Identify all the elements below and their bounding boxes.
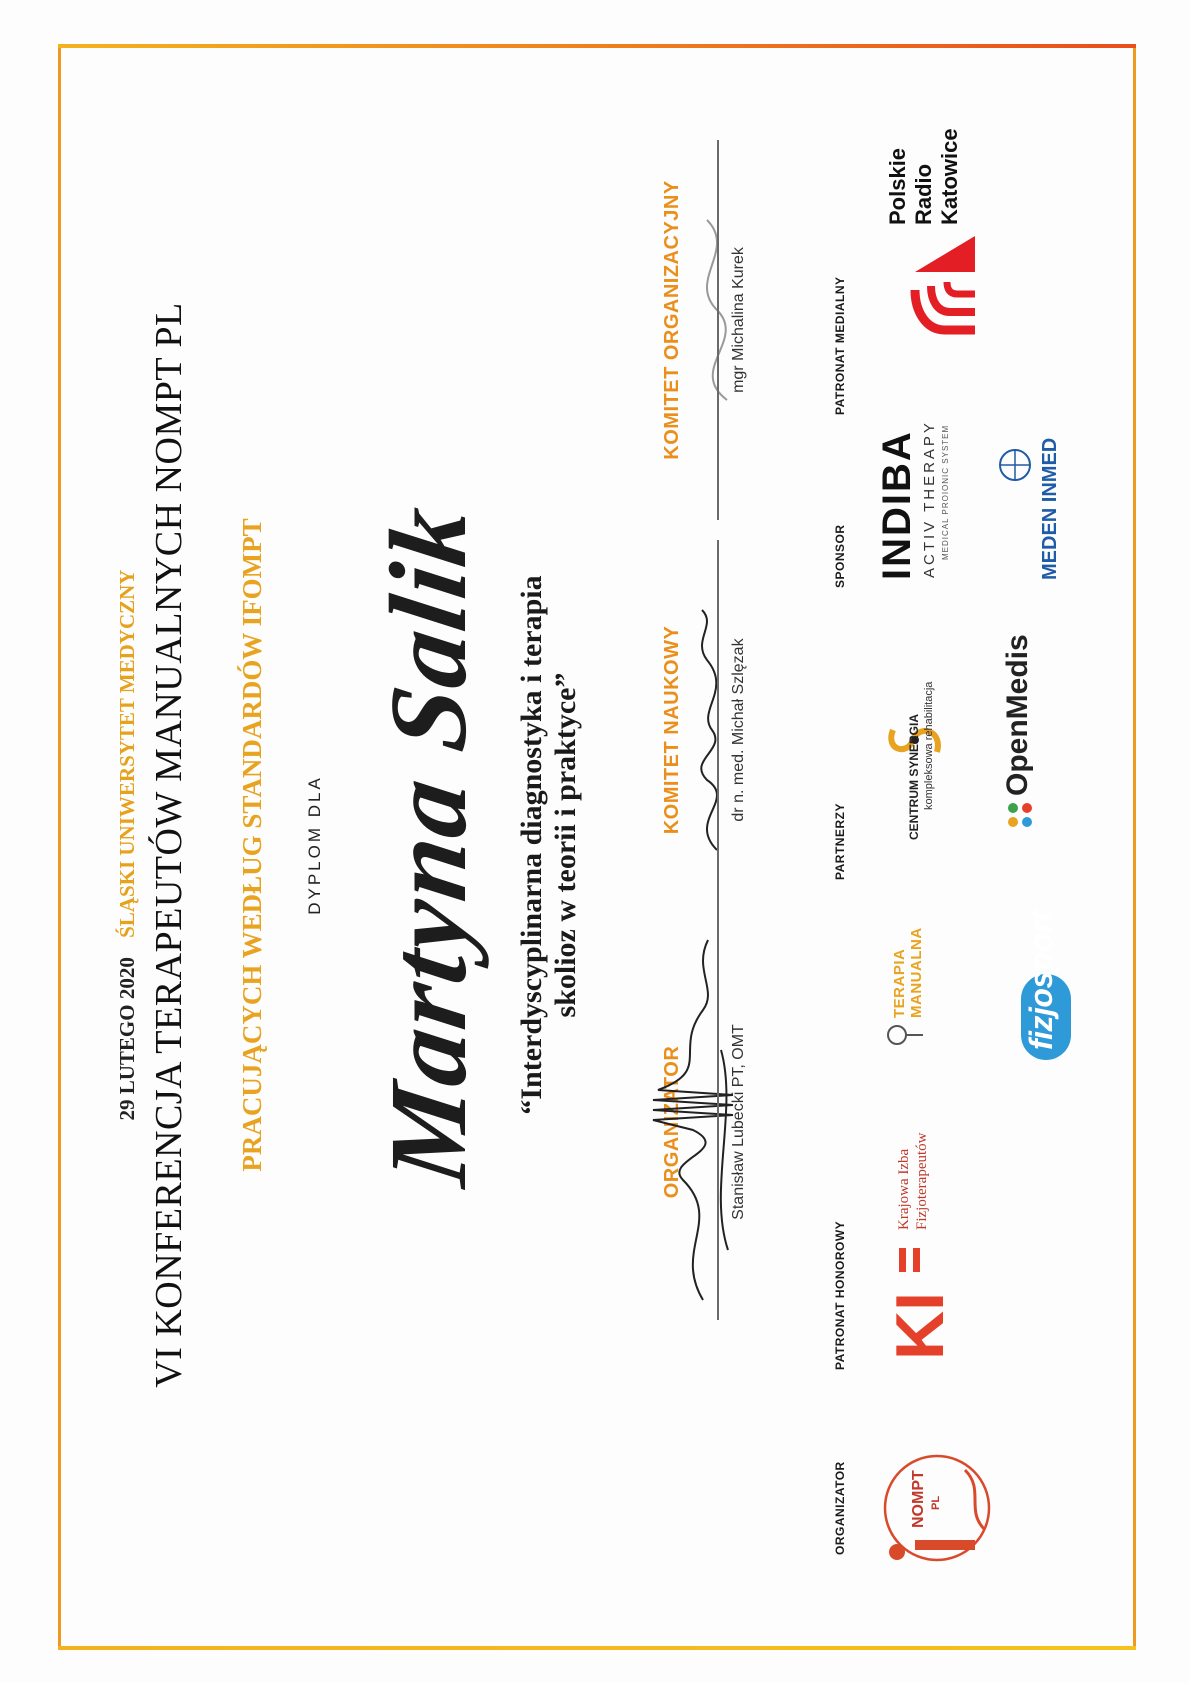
label-patronat-honorowy: PATRONAT HONOROWY <box>833 1220 847 1370</box>
nompt-logo-pl: PL <box>930 1495 942 1510</box>
meden-inmed-logo <box>995 330 1075 580</box>
frame-bottom-gradient <box>58 1646 1136 1650</box>
frame-top-gradient <box>58 44 1136 48</box>
centrum-synergia-text: CENTRUM SYNERGIA <box>907 713 921 840</box>
conference-title: VI KONFERENCJA TERAPEUTÓW MANUALNYCH NOMPT PL <box>148 302 190 1388</box>
kif-logo-letters: KI <box>882 1292 958 1360</box>
signatory-role-organizator: ORGANIZATOR <box>661 1045 683 1199</box>
diploma-label: DYPLOM DLA <box>305 775 324 915</box>
signature-line-naukowy <box>717 540 719 920</box>
label-partnerzy: PARTNERZY <box>833 803 847 880</box>
indiba-sub: MEDICAL PROIONIC SYSTEM <box>941 424 950 560</box>
signature-line-organizacyjny <box>717 140 719 520</box>
openmedis-logo <box>995 610 1055 830</box>
fizjosport-logo <box>1015 860 1075 1060</box>
indiba-activ-therapy: ACTIV THERAPY <box>921 420 938 578</box>
label-organizator: ORGANIZATOR <box>833 1461 847 1555</box>
kif-logo-line1: Krajowa Izba <box>896 1148 912 1230</box>
meden-inmed-text: MEDEN INMED <box>1039 437 1061 580</box>
nompt-logo-text: NOMPT <box>910 1470 927 1528</box>
signatory-person-organizator: Stanisław Lubecki PT, OMT <box>730 1024 747 1220</box>
recipient-name: Martyna Salik <box>367 497 489 1193</box>
diploma-content <box>65 50 1125 1640</box>
label-sponsor: SPONSOR <box>833 524 847 588</box>
openmedis-logo-text: OpenMedis <box>1001 634 1034 796</box>
kif-logo-line2: Fizjoterapeutów <box>914 1132 930 1230</box>
polskie-radio-text <box>885 128 963 225</box>
course-topic-line1: “Interdyscyplinarna diagnostyka i terapia <box>515 575 548 1115</box>
course-topic <box>515 50 583 1640</box>
date-line <box>115 50 140 1640</box>
signatory-person-naukowy: dr n. med. Michał Szlęzak <box>730 638 747 822</box>
polskie-radio-logo <box>885 90 1025 340</box>
label-patronat-medialny: PATRONAT MEDIALNY <box>833 276 847 415</box>
centrum-synergia-logo <box>885 620 975 840</box>
kif-logo-bar <box>899 1248 906 1272</box>
polskie-radio-mark <box>905 230 985 340</box>
indiba-logo <box>875 340 975 580</box>
nompt-logo <box>875 1440 1005 1570</box>
indiba-logo-text: INDIBA <box>875 430 919 580</box>
kif-logo-text <box>895 1133 931 1230</box>
terapia-manualna-logo <box>885 870 965 1050</box>
polskie-radio-line2: Radio <box>911 163 936 225</box>
signatory-role-organizacyjny: KOMITET ORGANIZACYJNY <box>661 180 683 460</box>
conference-date: 29 LUTEGO 2020 <box>115 957 139 1121</box>
terapia-manualna-icon <box>885 1020 925 1050</box>
polskie-radio-line1: Polskie <box>885 147 910 225</box>
centrum-synergia-sub: kompleksowa rehabilitacja <box>923 681 935 810</box>
fizjosport-logo-text: fizjosport <box>1023 911 1059 1050</box>
polskie-radio-line3: Katowice <box>937 128 962 225</box>
signatory-role-naukowy: KOMITET NAUKOWY <box>661 625 683 835</box>
terapia-manualna-text: TERAPIA MANUALNA <box>891 927 925 1018</box>
university-name: ŚLĄSKI UNIWERSYTET MEDYCZNY <box>115 569 139 938</box>
signature-line-organizator <box>717 920 719 1320</box>
conference-subtitle: PRACUJĄCYCH WEDŁUG STANDARDÓW IFOMPT <box>237 518 267 1172</box>
course-topic-line2: skolioz w teorii i praktyce” <box>549 672 582 1018</box>
kif-logo-bar <box>913 1248 920 1272</box>
meden-globe-icon <box>995 445 1035 485</box>
signatory-person-organizacyjny: mgr Michalina Kurek <box>730 247 747 393</box>
kif-logo <box>882 1060 1005 1360</box>
openmedis-dots-icon <box>1005 800 1035 830</box>
